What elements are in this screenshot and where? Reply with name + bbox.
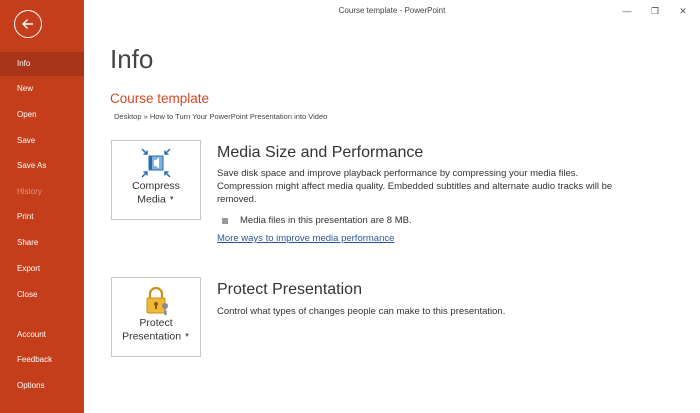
sidebar-item-open[interactable]: Open [17,110,37,119]
sidebar-item-options[interactable]: Options [17,381,45,390]
protect-presentation-label: Protect Presentation ▼ [122,317,190,343]
media-section-title: Media Size and Performance [217,144,424,161]
bullet-square-icon [222,218,228,224]
compress-media-label: Compress Media ▼ [132,180,180,206]
media-section-description: Save disk space and improve playback performance by compressing your media files. Compression might affect media quality. Embedded subtitles and alternate audio tracks will be removed. [217,168,613,205]
sidebar-item-print[interactable]: Print [17,212,34,221]
back-button[interactable] [14,10,42,38]
sidebar-item-account[interactable]: Account [17,330,46,339]
document-title: Course template [110,91,210,106]
sidebar-item-new[interactable]: New [17,84,34,93]
protect-section-description: Control what types of changes people can make to this presentation. [217,306,506,317]
sidebar-item-save[interactable]: Save [17,136,36,145]
restore-icon: ❐ [650,5,660,16]
document-path: Desktop » How to Turn Your PowerPoint Presentation into Video [114,112,328,121]
chevron-down-icon: ▼ [168,196,175,202]
lock-key-icon [140,284,172,316]
backstage-sidebar [0,0,84,413]
page-title: Info [110,44,154,74]
window-title: Course template - PowerPoint [338,6,446,15]
media-performance-link[interactable]: More ways to improve media performance [217,233,395,244]
minimize-icon: — [622,6,632,16]
sidebar-item-export[interactable]: Export [17,264,41,273]
sidebar-item-history: History [17,187,42,196]
protect-presentation-button[interactable] [111,277,201,357]
close-window-button[interactable] [669,0,697,22]
close-icon: ✕ [679,5,687,16]
sidebar-item-share[interactable]: Share [17,238,39,247]
back-arrow-icon [20,16,36,32]
protect-section-title: Protect Presentation [217,281,362,298]
sidebar-item-feedback[interactable]: Feedback [17,355,53,364]
compress-media-button[interactable] [111,140,201,220]
sidebar-item-save-as[interactable]: Save As [17,161,47,170]
sidebar-item-info[interactable]: Info [0,52,84,76]
media-size-bullet: Media files in this presentation are 8 MB. [222,215,412,226]
restore-button[interactable] [641,0,669,22]
minimize-button[interactable] [613,0,641,22]
chevron-down-icon: ▼ [183,333,190,339]
compress-media-icon [140,147,172,179]
sidebar-item-close[interactable]: Close [17,290,38,299]
